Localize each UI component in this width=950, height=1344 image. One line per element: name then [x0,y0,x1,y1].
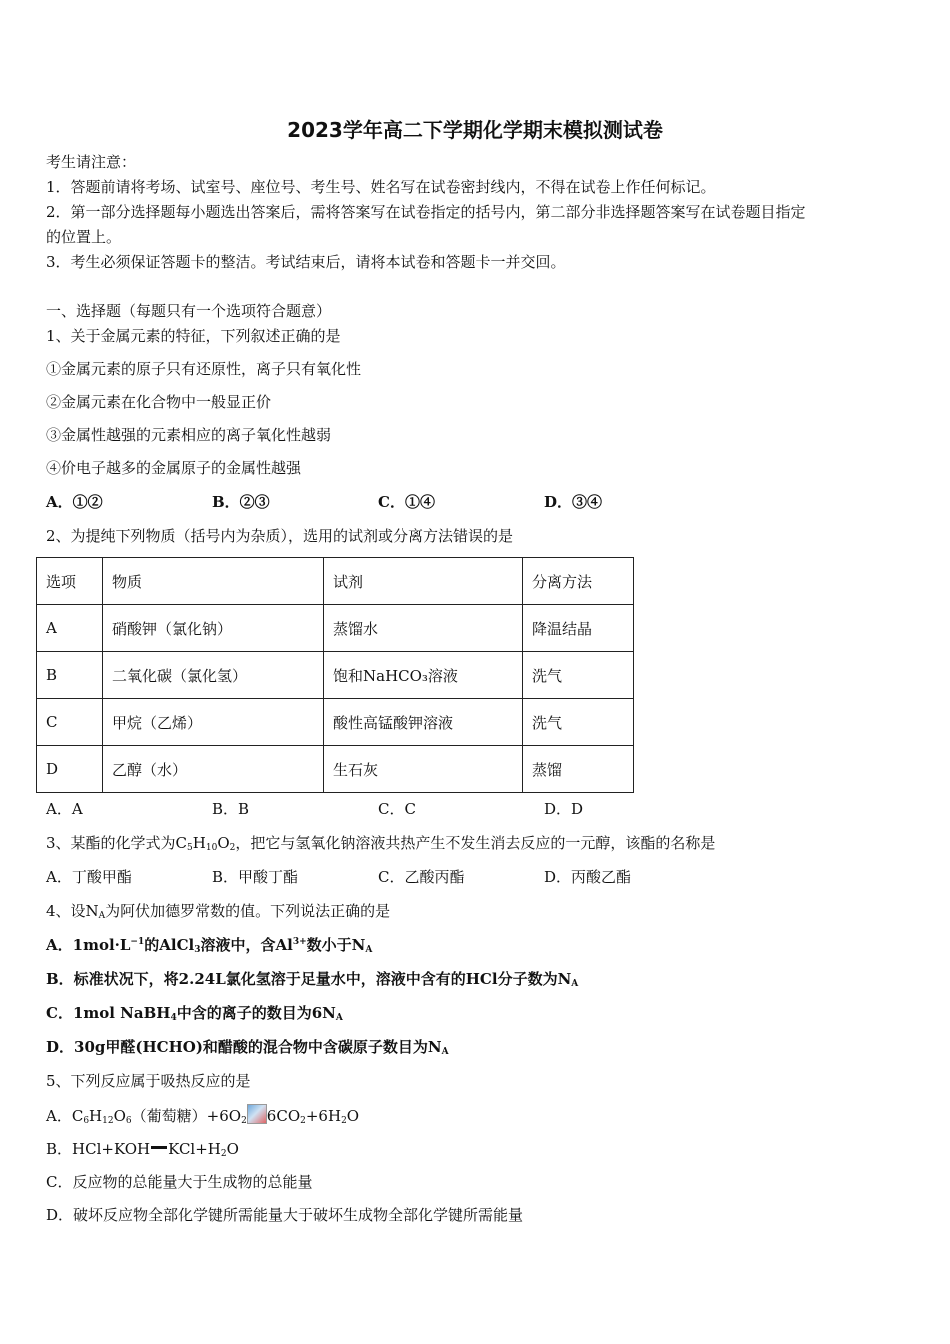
q1-statement: ①金属元素的原子只有还原性，离子只有氧化性 [46,360,362,378]
table-row [37,652,634,699]
table-cell: B [37,652,103,699]
q5-stem: 5、下列反应属于吸热反应的是 [46,1072,251,1090]
q2-option-c[interactable]: C．C [378,800,416,818]
table-row [37,699,634,746]
table-cell: 乙醇（水） [103,746,324,793]
table-cell: 甲烷（乙烯） [103,699,324,746]
q1-statement: ④价电子越多的金属原子的金属性越强 [46,459,302,477]
notice-item: 2．第一部分选择题每小题选出答案后，需将答案写在试卷指定的括号内，第二部分非选择题答案写在试卷题目指定 [46,203,806,221]
q2-options [46,799,710,819]
notice-item: 3．考生必须保证答题卡的整洁。考试结束后，请将本试卷和答题卡一并交回。 [46,253,566,271]
q3-stem: 3、某酯的化学式为$C_5H_{10}O_2$，把它与氢氧化钠溶液共热产生不发生消去反应的一元醇，该酯的名称是 [46,834,716,853]
table-row [37,605,634,652]
table-cell: 饱和NaHCO₃溶液 [324,652,523,699]
q4-stem: 4、设$N_A$为阿伏加德罗常数的值。下列说法正确的是 [46,902,391,921]
table-header: 选项 [37,558,103,605]
q2-option-b[interactable]: B．B [212,800,250,818]
q1-option-d[interactable]: D．③④ [544,493,603,511]
q1-option-c[interactable]: C．①④ [378,493,435,511]
table-header: 试剂 [324,558,523,605]
table-header: 物质 [103,558,324,605]
q5-option-a[interactable]: A．$C_6H_{12}O_6$（葡萄糖）$+6O_2$ $6CO_2+6H_2O$ [46,1104,359,1126]
equals-sign-icon [151,1146,167,1149]
q1-options [46,492,710,512]
notice-item: 1．答题前请将考场、试室号、座位号、考生号、姓名写在试卷密封线内，不得在试卷上作任何标记。 [46,178,716,196]
q2-option-d[interactable]: D．D [544,800,584,818]
table-cell: 蒸馏 [523,746,634,793]
page-title: 2023学年高二下学期化学期末模拟测试卷 [287,118,663,142]
q1-option-a[interactable]: A．①② [46,493,103,511]
table-cell: C [37,699,103,746]
notice-item: 的位置上。 [46,228,122,246]
q4-option-a[interactable]: A．$1mol\cdot L^{-1}$的AlCl$_3$溶液中，含$Al^{3+}$数小于$N_A$ [46,936,373,955]
q1-statement: ③金属性越强的元素相应的离子氧化性越弱 [46,426,332,444]
q4-option-c[interactable]: C．1mol NaBH$_4$中含的离子的数目为$6N_A$ [46,1004,343,1023]
table-cell: 硝酸钾（氯化钠） [103,605,324,652]
separation-table [36,557,634,793]
table-cell: D [37,746,103,793]
q3-option-b[interactable]: B．甲酸丁酯 [212,868,299,886]
q5-option-c[interactable]: C．反应物的总能量大于生成物的总能量 [46,1173,313,1191]
table-cell: 生石灰 [324,746,523,793]
q3-option-c[interactable]: C．乙酸丙酯 [378,868,465,886]
q1-stem: 1、关于金属元素的特征，下列叙述正确的是 [46,327,341,345]
q5-option-b[interactable]: B．HCl+KOH $KCl+H_2O$ [46,1140,239,1159]
q4-option-b[interactable]: B．标准状况下，将2.24L氯化氢溶于足量水中，溶液中含有的HCl分子数为$N_A$ [46,970,579,989]
table-cell: 蒸馏水 [324,605,523,652]
table-cell: 二氧化碳（氯化氢） [103,652,324,699]
q2-stem: 2、为提纯下列物质（括号内为杂质），选用的试剂或分离方法错误的是 [46,527,514,545]
table-row [37,746,634,793]
table-cell: 洗气 [523,699,634,746]
q3-option-a[interactable]: A．丁酸甲酯 [46,868,132,886]
q3-option-d[interactable]: D．丙酸乙酯 [544,868,632,886]
table-cell: 酸性高锰酸钾溶液 [324,699,523,746]
section-heading: 一、选择题（每题只有一个选项符合题意） [46,302,332,320]
table-header: 分离方法 [523,558,634,605]
reaction-arrow-icon [247,1104,267,1124]
q5-option-d[interactable]: D．破坏反应物全部化学键所需能量大于破坏生成物全部化学键所需能量 [46,1206,524,1224]
q1-statement: ②金属元素在化合物中一般显正价 [46,393,272,411]
table-cell: 降温结晶 [523,605,634,652]
table-cell: A [37,605,103,652]
q1-option-b[interactable]: B．②③ [212,493,270,511]
notice-heading: 考生请注意： [46,153,137,171]
table-cell: 洗气 [523,652,634,699]
q4-option-d[interactable]: D．30g甲醛(HCHO)和醋酸的混合物中含碳原子数目为$N_A$ [46,1038,449,1057]
q2-option-a[interactable]: A．A [46,800,83,818]
q3-options [46,867,710,887]
table-header-row [37,558,634,605]
